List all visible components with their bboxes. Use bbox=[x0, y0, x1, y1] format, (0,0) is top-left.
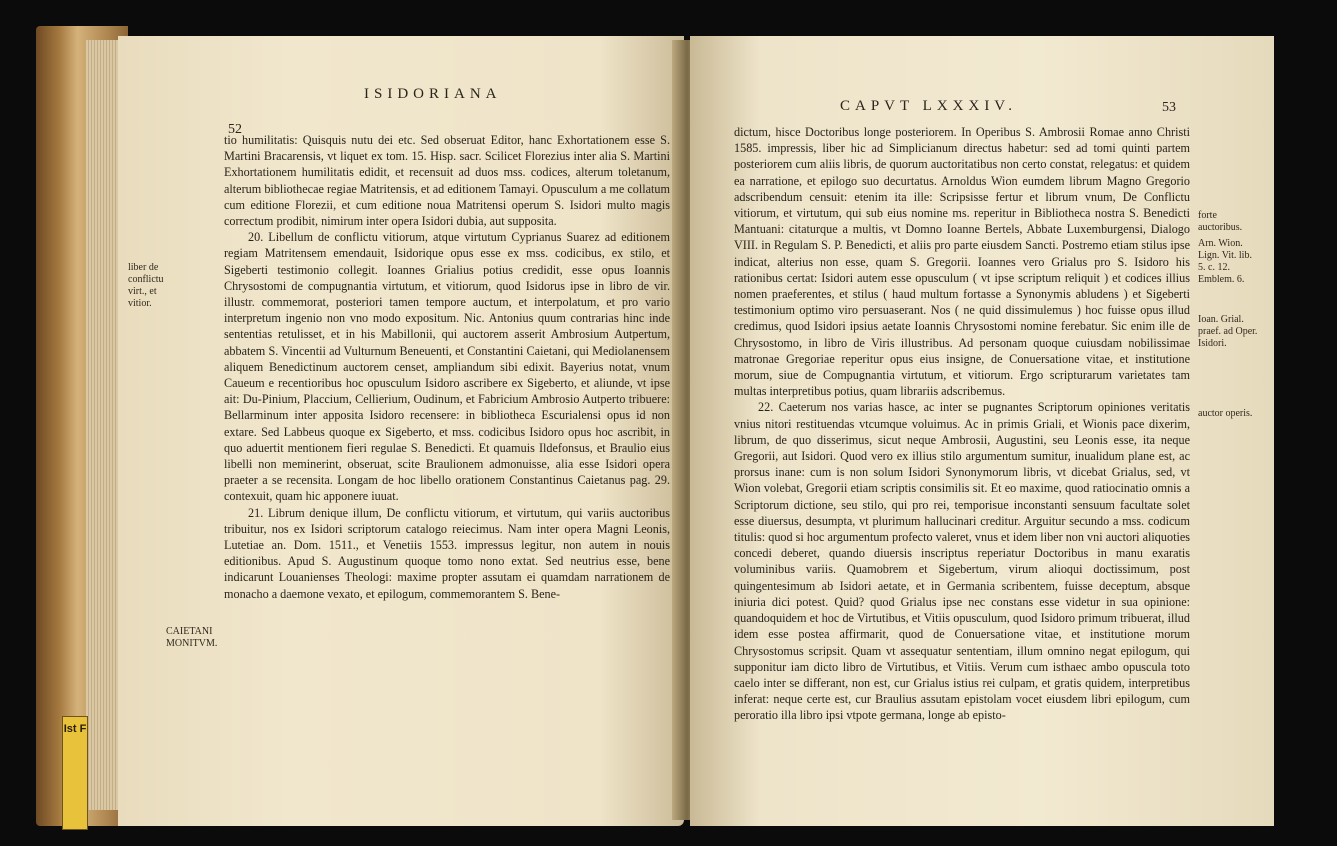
margin-note-auctor: auctor operis. bbox=[1198, 408, 1253, 419]
left-page-number: 52 bbox=[228, 122, 242, 137]
spine-label-text: Ist F bbox=[63, 723, 87, 735]
spine-label bbox=[62, 716, 88, 830]
left-paragraph-2: 20. Libellum de conflictu vitiorum, atque virtutum Cyprianus Suarez ad editionem regiam Matritensem emendauit, Isidorique opus esse ex mss. codicibus, ex stilo, et Sigeberti testimonio collegit. Ioannes Grialius potius credidit, esse opus Ioannis Chrysostomi de compugnantia virtutum, et vitiorum, quod Isidorus ipse in libro de vir. illustr. commemorat, posteriori tamen tempore auctum, et interpolatum, et pro vario interpretum ingenio non vno modo expositum. Nic. Antonius quum contrarias hinc inde sententias retulisset, et in his Mabillonii, qui auctorem asserit Ambrosium Autpertum, abbatem S. Vincentii ad Vulturnum Beneuenti, et Constantini Caietani, qui Mediolanensem aliquem Benedictinum auctorem censet, ampliandum sibi edixit. Bayerius notat, vnum Caueum e recentioribus hoc opusculum Isidoro ascribere ex Sigeberto, et aliunde, vt ipse ait: Du-Pinium, Placcium, Cellierium, Oudinum, et Fabricium Ambrosio Autperto tribuere: Bellarminum inter apposita Isidoro recensere: in bibliotheca Escurialensi opus id non extare. Sed Labbeus quoque ex Sigeberto, et mss. codicibus Isidoro opus hoc ascribit, in quo aduertit mentionem fieri regulae S. Benedicti. Et quamuis Ildefonsus, et Braulio eius libelli non meminerint, obseruat, scite Braulionem admonuisse, alia esse Isidori opera praeter a se recensita. Longam de hoc libello orationem Constantinus Caietanus pag. 29. contexuit, quam hic apponere iuuat. bbox=[224, 230, 670, 504]
margin-note-liber: liber de conflictu virt., et vitior. bbox=[128, 262, 164, 309]
left-paragraph-1: tio humilitatis: Quisquis nutu dei etc. Sed obseruat Editor, hanc Exhortationem esse S. Martini Bracarensis, vt liquet ex tom. 15. Hisp. sacr. Scilicet Florezius inter alia S. Martini Exhortationem humilitatis edidit, et recensuit ad duos mss. codices, alterum toletanum, alterum bibliothecae regiae Matritensis, et ad editionem Tamayi. Opusculum a me collatum cum editione Florezii, et cum editione noua Matritensi operum S. Isidori multo magis correctum prodibit, nimirum inter opera Isidori dubia, aut supposita. bbox=[224, 133, 670, 229]
left-paragraph-3: 21. Librum denique illum, De conflictu vitiorum, et virtutum, qui variis auctoribus tribuitur, nos ex Isidori scriptorum catalogo reiecimus. Nam inter opera Magni Leonis, Lutetiae an. Dom. 1511., et Venetiis 1553. impressus legitur, non autem in nouis editionibus. Apud S. Augustinum quoque tomo nono extat. Sed neutrius esse, bene indicarunt Louanienses Theologi: maxime propter assutam ei quamdam narrationem de monacho a daemone vexato, et epilogum, commemorantem S. Bene- bbox=[224, 505, 670, 601]
margin-note-wion: Arn. Wion. Lign. Vit. lib. 5. c. 12. Emblem. 6. bbox=[1198, 238, 1252, 285]
left-running-head: ISIDORIANA bbox=[364, 86, 502, 102]
left-body-text bbox=[224, 132, 670, 602]
right-page bbox=[690, 36, 1274, 826]
right-paragraph-2: 22. Caeterum nos varias hasce, ac inter se pugnantes Scriptorum opiniones veritatis vnius nitori restituendas vtcumque voluimus. Ac in primis Griali, et Wionis pace dixerim, librum, de quo disserimus, sicut neque Ambrosii, Augustini, seu Leonis esse, ita neque Gregorii, aut Isidori. Quod vero ex illius stilo argumentum sumitur, inualidum plane est, ac prorsus inane: cum is non solum Isidori Synonymorum libris, vt dicebat Grialus, sed, vt Wion volebat, Gregorii etiam scriptis consimilis sit. Et eo maxime, quod ratiocinatio omnis a Scriptorum dictione, seu stilo, qui pro rei, temporisue inconstanti sensuum facultate solet esse diuersus, desumpta, vt plurimum hallucinari creditur. Arguitur secundo a mss. codicum titulis: quod si hoc argumentum profecto valeret, vnus et idem liber non vni auctori aliquoties concedi deberet, quando diuersis inscriptus reperiatur Doctoribus in manu exaratis voluminibus variis. Quamobrem et Sigebertum, virum alioqui doctissimum, post quingentesimum ab Isidori aetate, et in Germania scribentem, fuisse deceptum, absque iniuria dici potest. Quid? quod Grialus ipse nec constans esse videtur in sua opinione: quandoquidem et hoc de Virtutibus, et Vitiis opusculum, quod Isidoro primum tribuerat, illud idem esse postea affirmarit, quod de Conuersatione vitae, et institutione morum Chrysostomus scripsit. Quam vt assequatur sententiam, illum omnino negat epilogum, qui supponitur iam dicto libro de Virtutibus, et Vitiis. Verum cum isthaec ambo opuscula toto caelo inter se differant, non est, cur Grialus istius rei culpam, et gratis quidem, interpretibus inferat: neque certe est, cur Braulius assutam epistolam vocet eiusdem libri epilogum, cum peroratio illa libro ipsi vtpote germana, longe ab episto- bbox=[734, 400, 1190, 723]
right-body-text bbox=[734, 124, 1190, 724]
right-running-head: CAPVT LXXXIV. bbox=[840, 98, 1017, 114]
right-paragraph-1: dictum, hisce Doctoribus longe posteriorem. In Operibus S. Ambrosii Romae anno Christi 1585. impressis, liber hic ad Simplicianum directus habetur: sed ad tomi quinti partem posteriorem cum aliis libris, de quorum auctoritatibus non certo constat, relegatus: et quidem ea narratione, et epilogo suo decurtatus. Arnoldus Wion eumdem librum Magno Gregorio adscribendum censuit: etenim ita ille: Scripsisse fertur et librum vnum, De Conflictu vitiorum, et virtutum, qui sub eius nomine ms. reperitur in Bibliotheca nostra S. Benedicti Mantuani: citaturque a multis, vt Domno Ioanne Bertels, Abbate Luxemburgensi, Dialogo VIII. in Regulam S. P. Benedicti, et aliis pro parte eiusdem Sancti. Postremo etiam stilus ipse indicat, alterius non esse, quam S. Gregorii. Ioannes vero Grialus pro S. Isidoro his rationibus certat: Isidori autem esse opusculum ( vt ipse scriptum reliquit ) et codices illius nomen praeferentes, et stilus ( haud multum fortasse a Synonymis abludens ) et Sigeberti testimonium optimo viro persuaserant. Nos ( ne quid dissimulemus ) hoc fuisse opus illud credimus, quod Isidori ipsius aetate Ioannis Chrysostomi nomine ferebatur. Sic enim ille de Chrysostomo, in libro de Viris illustribus. Ad personam quoque cuiusdam nobilissimae matronae Gregoriae reperitur opus eius insigne, de Conuersatione vitae, et institutione morum, siue de Compugnantia virtutum, et vitiorum. Ergo scripturarum varietates tam multas interpretibus potius, quam librariis adscribemus. bbox=[734, 125, 1190, 399]
margin-note-caietani: CAIETANI MONITVM. bbox=[166, 626, 218, 649]
margin-note-grial: Ioan. Grial. praef. ad Oper. Isidori. bbox=[1198, 314, 1258, 349]
right-page-number: 53 bbox=[1162, 100, 1176, 115]
left-page bbox=[118, 36, 684, 826]
margin-note-forte: forte auctoribus. bbox=[1198, 210, 1243, 233]
